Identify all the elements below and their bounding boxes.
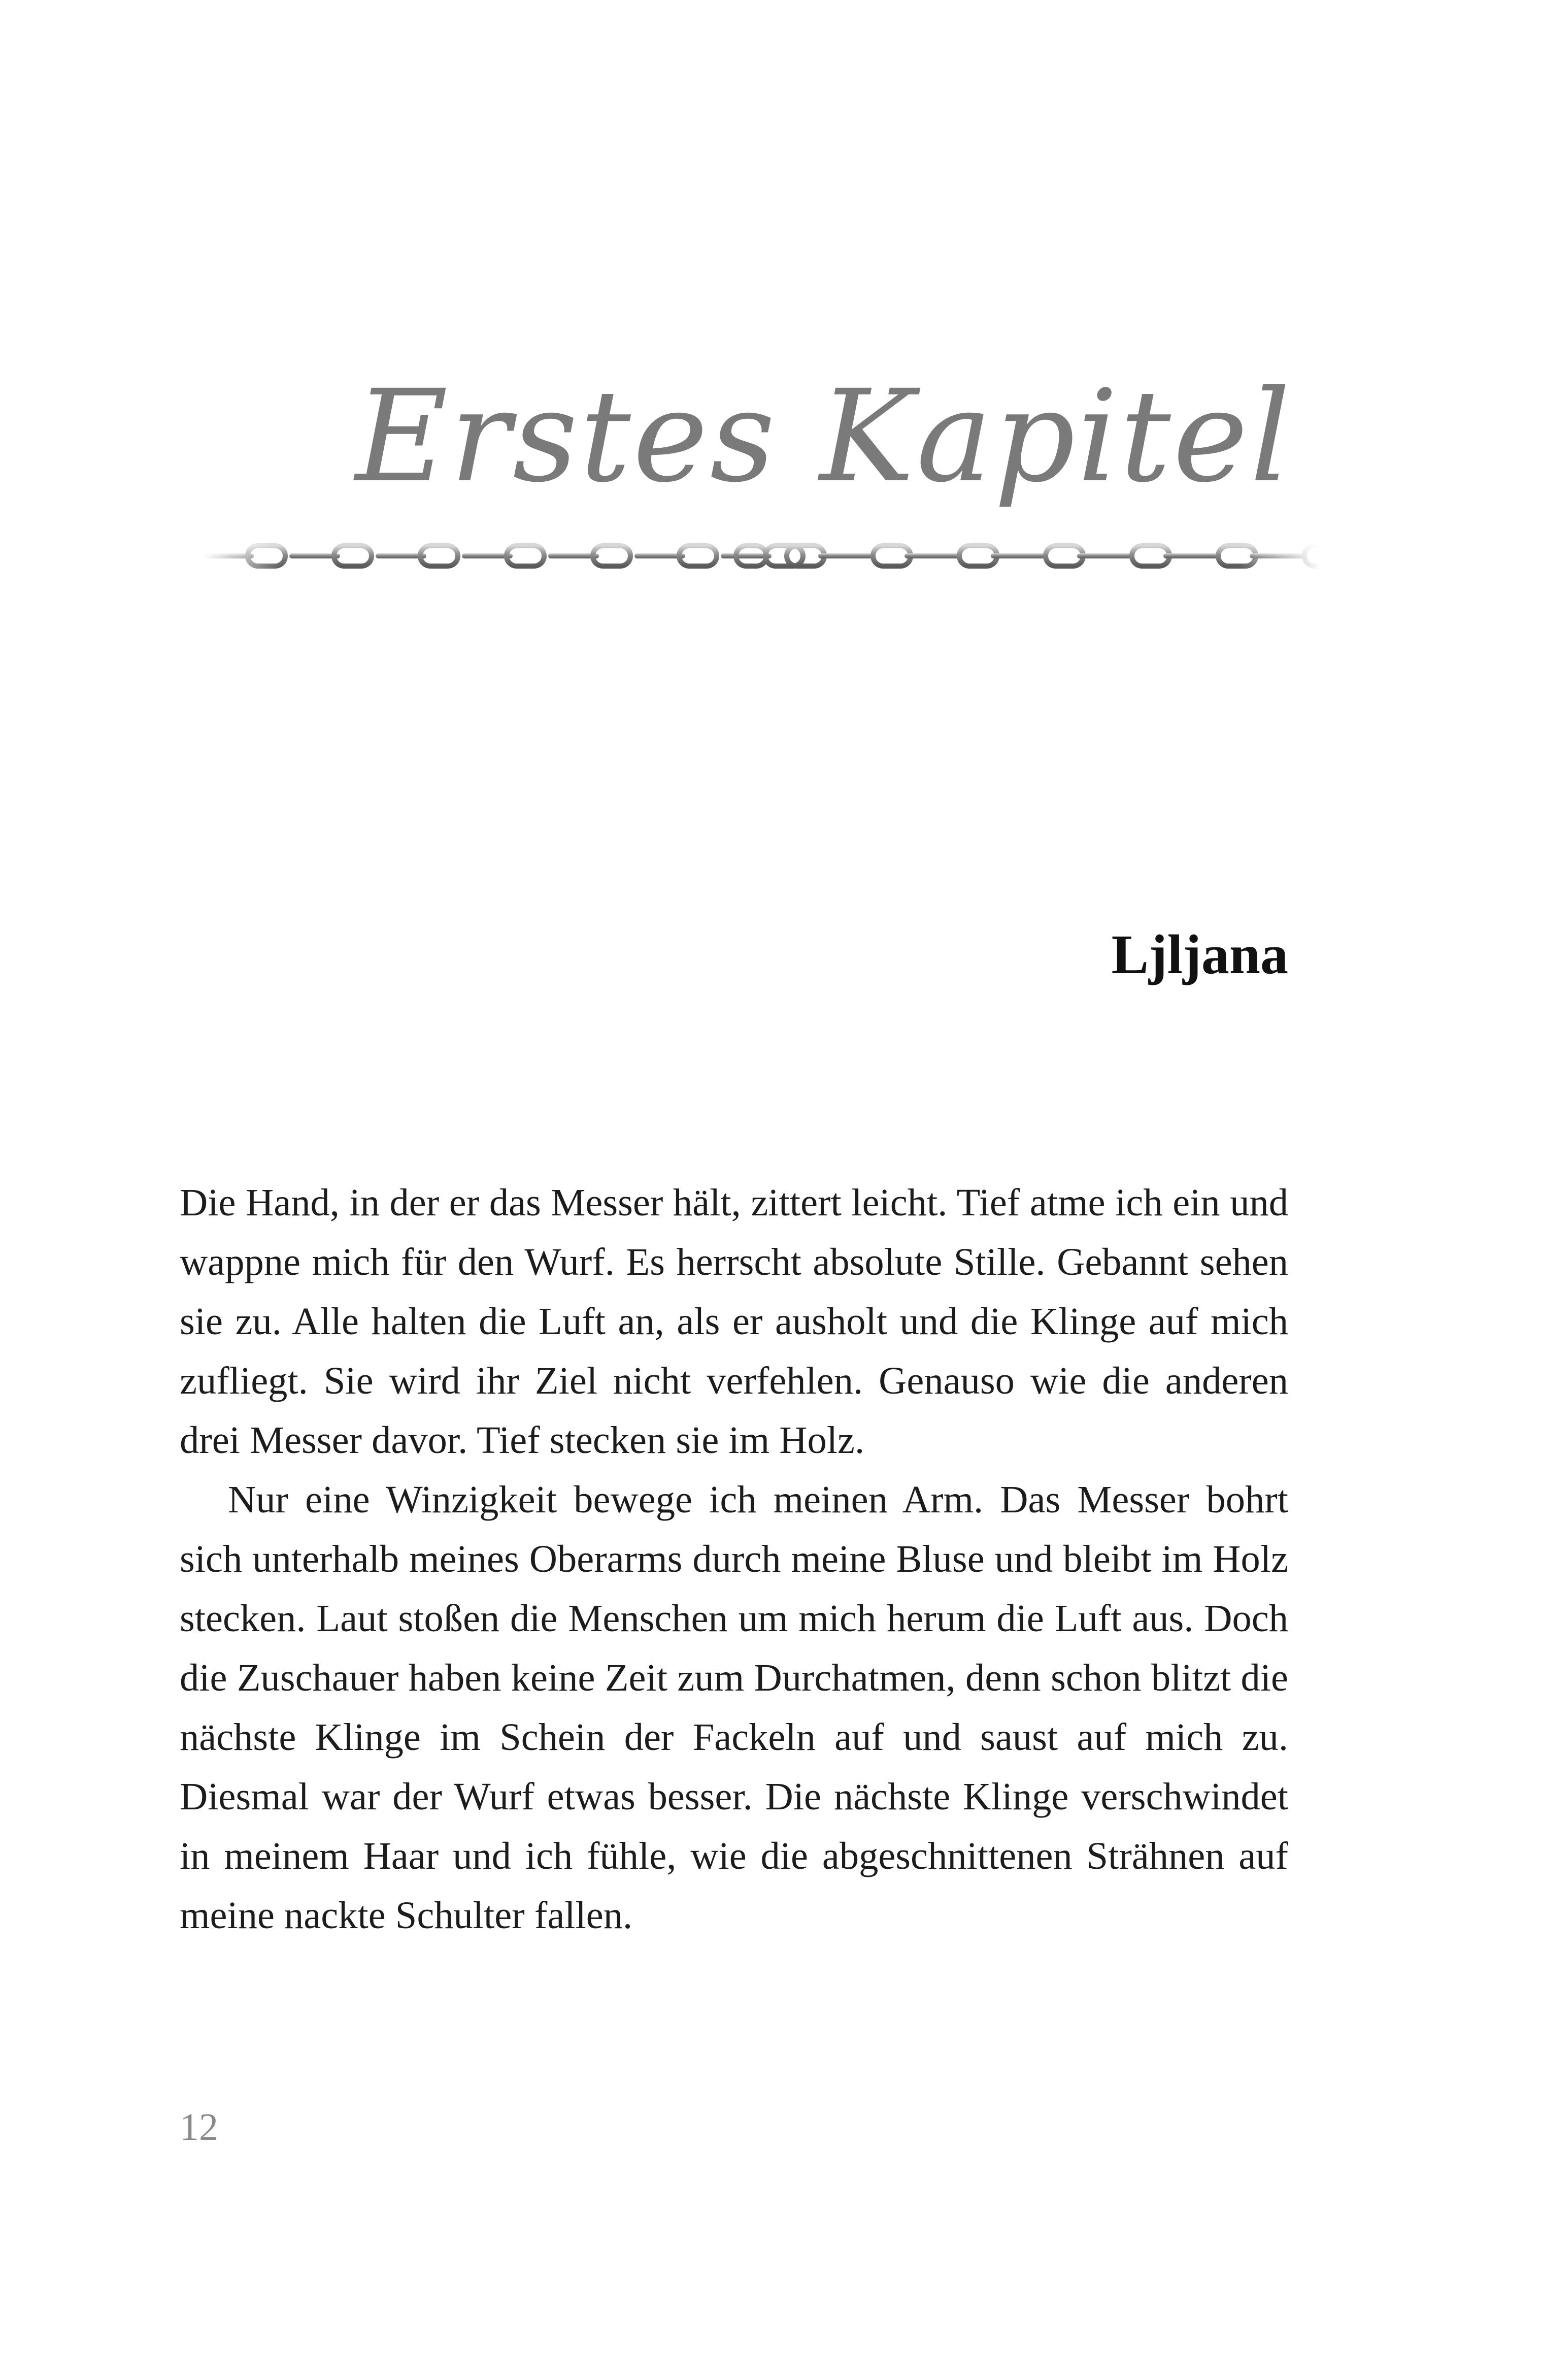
chain-link [1077,553,1133,558]
chapter-title: Erstes Kapitel [355,362,1293,510]
page-number: 12 [180,2106,218,2148]
chain-link [991,553,1047,558]
chain-divider [203,538,1320,574]
paragraph-1: Die Hand, in der er das Messer hält, zittert leicht. Tief atme ich ein und wappne mich für den Wurf. Es herrscht absolute Stille. Gebannt sehen sie zu. Alle halten die Luft an, als er ausholt und die Klinge auf mich zufliegt. Sie wird ihr Ziel nicht verfehlen. Genauso wie die anderen drei Messer davor. Tief stecken sie im Holz. [180,1181,1288,1462]
character-name: Ljljana [1111,923,1288,985]
paragraph-2: Nur eine Winzigkeit bewege ich meinen Arm. Das Messer bohrt sich unterhalb meines Oberarms durch meine Bluse und bleibt im Holz stecken. Laut stoßen die Menschen um mich herum die Luft aus. Doch die Zuschauer haben keine Zeit zum Durchatmen, denn schon blitzt die nächste Klinge im Schein der Fackeln auf und saust auf mich zu. Diesmal war der Wurf etwas besser. Die nächste Klinge verschwindet in meinem Haar und ich fühle, wie die abgeschnittenen Strähnen auf meine nackte Schulter fallen. [180,1478,1288,1937]
chapter-body [180,1173,1288,1945]
chain-link [818,553,874,558]
chain-link [904,553,960,558]
chain-links [203,546,1320,566]
chain-link [1163,553,1219,558]
